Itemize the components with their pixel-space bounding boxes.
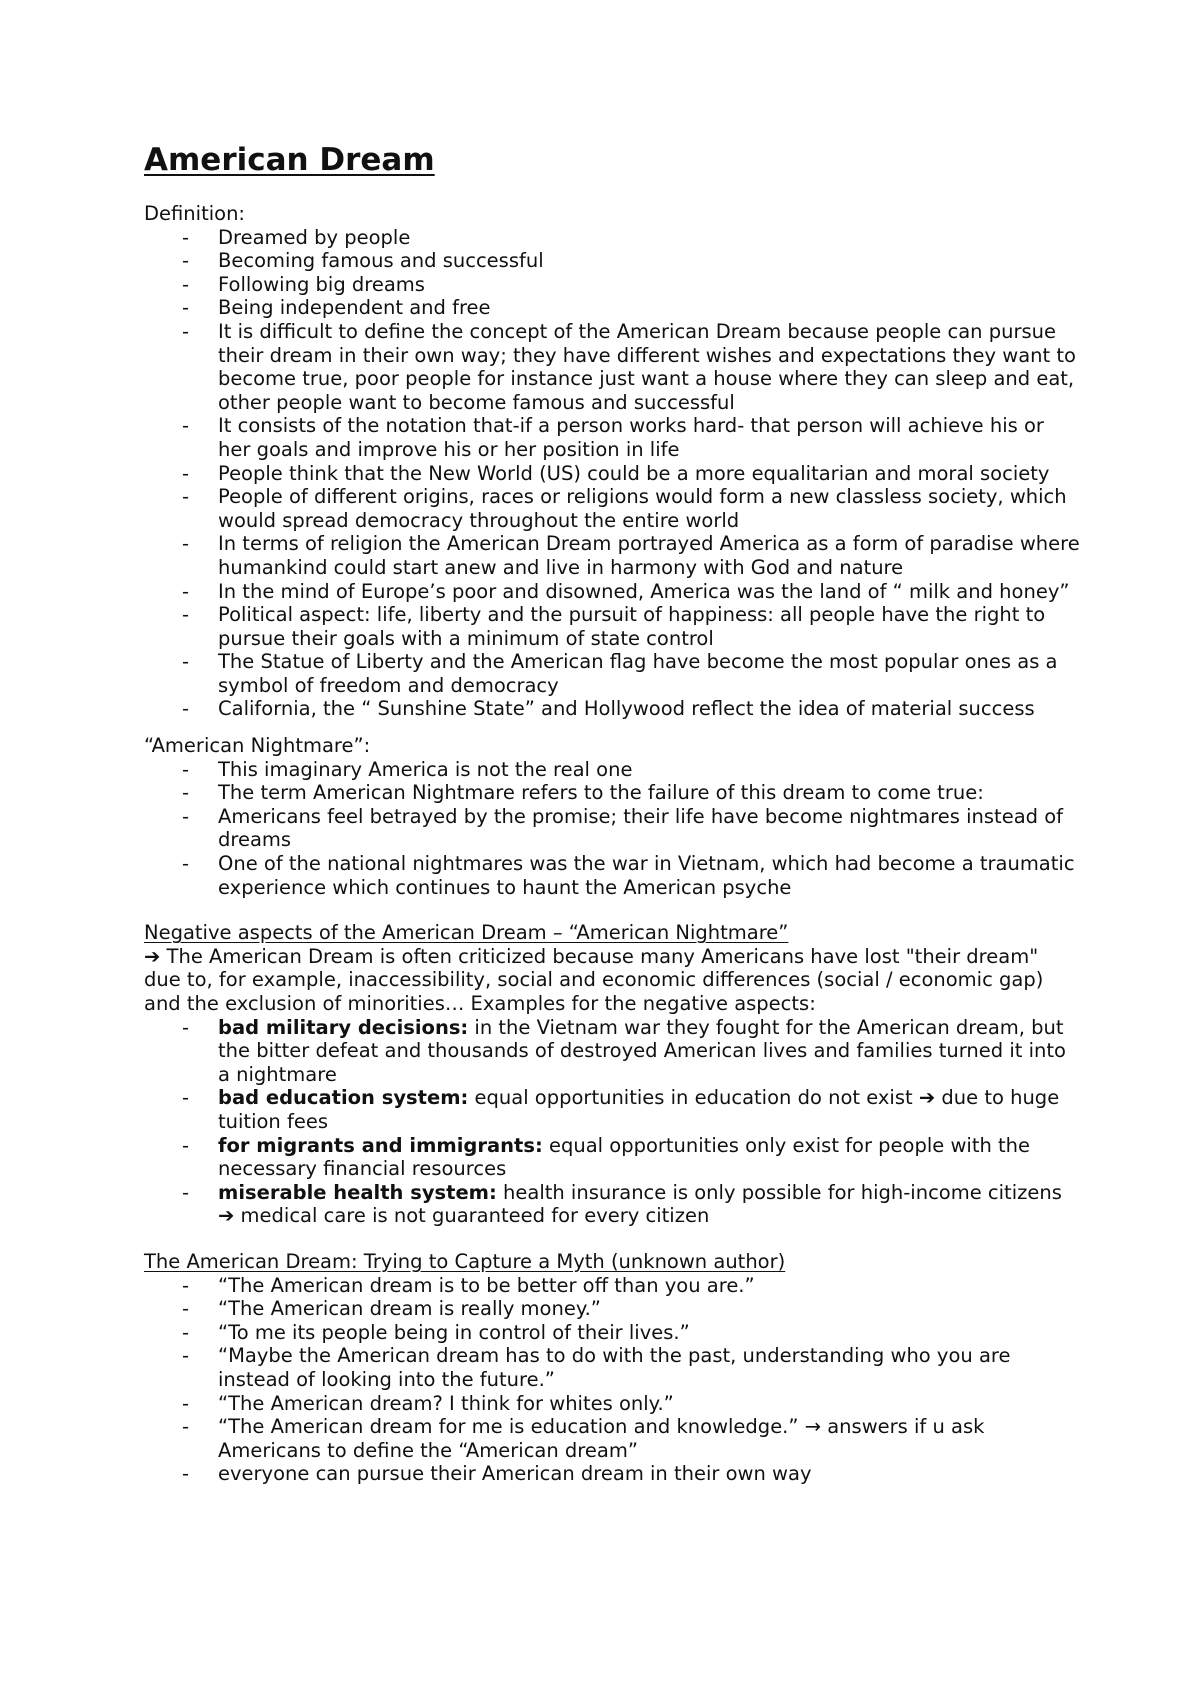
dash-bullet: - — [182, 603, 190, 627]
negative-list — [144, 1016, 1080, 1228]
list-item: - “The American dream for me is education and knowledge.” → answers if u ask Americans to define the “American dream” — [182, 1415, 985, 1462]
dash-bullet: - — [182, 1415, 190, 1439]
list-item: - This imaginary America is not the real one — [182, 757, 633, 781]
dash-bullet: - — [182, 1133, 190, 1157]
dash-bullet: - — [182, 461, 190, 485]
dash-bullet: - — [182, 781, 190, 805]
dash-bullet: - — [182, 1180, 190, 1204]
list-item: - miserable health system: health insurance is only possible for high-income citizens ➔ medical care is not guaranteed for every citizen — [144, 1181, 1080, 1228]
dash-bullet: - — [182, 579, 190, 603]
dash-bullet: - — [182, 757, 190, 781]
document-title: American Dream — [144, 142, 435, 178]
dash-bullet: - — [182, 296, 190, 320]
dash-bullet: - — [182, 1297, 190, 1321]
list-item: - It is difficult to define the concept of the American Dream because people can pursue their dream in their own way; they have different wishes and expectations they want to become true, poor people for instance just want a house where they can sleep and eat, other people want to become famous and successful — [182, 319, 1076, 414]
dash-bullet: - — [182, 852, 190, 876]
dash-bullet: - — [182, 1015, 190, 1039]
dash-bullet: - — [182, 1462, 190, 1486]
nightmare-list — [144, 758, 1080, 900]
list-item: - People of different origins, races or religions would form a new classless society, which would spread democracy throughout the entire world — [182, 485, 1067, 532]
list-item: - bad education system: equal opportunities in education do not exist ➔ due to huge tuition fees — [182, 1086, 1060, 1133]
definition-list — [144, 226, 1080, 721]
myth-list — [144, 1274, 1080, 1486]
dash-bullet: - — [182, 225, 190, 249]
dash-bullet: - — [182, 1273, 190, 1297]
list-item: - People think that the New World (US) could be a more equalitarian and moral society — [182, 461, 1050, 485]
list-item: - Becoming famous and successful — [182, 249, 544, 273]
health-note: ➔ medical care is not guaranteed for every citizen — [218, 1204, 710, 1228]
list-item: - “The American dream is to be better off than you are.” — [182, 1273, 755, 1297]
list-item: - Political aspect: life, liberty and the pursuit of happiness: all people have the right to pursue their goals with a minimum of state control — [182, 603, 1046, 650]
dash-bullet: - — [182, 1344, 190, 1368]
list-item: - Dreamed by people — [182, 225, 411, 249]
dash-bullet: - — [182, 485, 190, 509]
dash-bullet: - — [182, 804, 190, 828]
dash-bullet: - — [182, 650, 190, 674]
dash-bullet: - — [182, 532, 190, 556]
list-item: - It consists of the notation that-if a person works hard- that person will achieve his or her goals and improve his or her position in life — [182, 414, 1044, 461]
dash-bullet: - — [182, 414, 190, 438]
negative-intro: ➔ The American Dream is often criticized because many Americans have lost "their dream" due to, for example, inaccessibility, social and economic differences (social / economic gap) and the exclusion of minorities… Examples for the negative aspects: — [144, 944, 1044, 1015]
negative-heading: Negative aspects of the American Dream – “American Nightmare” — [144, 921, 789, 945]
dash-bullet: - — [182, 1086, 190, 1110]
list-item: - In terms of religion the American Dream portrayed America as a form of paradise where humankind could start anew and live in harmony with God and nature — [182, 532, 1080, 579]
list-item: - “Maybe the American dream has to do with the past, understanding who you are instead of looking into the future.” — [182, 1344, 1011, 1391]
dash-bullet: - — [182, 272, 190, 296]
list-item: - for migrants and immigrants: equal opportunities only exist for people with the necessary financial resources — [182, 1133, 1031, 1181]
list-item: - everyone can pursue their American dream in their own way — [182, 1462, 812, 1486]
document-page — [144, 140, 1080, 1486]
list-item: - One of the national nightmares was the war in Vietnam, which had become a traumatic experience which continues to haunt the American psyche — [182, 852, 1075, 899]
dash-bullet: - — [182, 1391, 190, 1415]
dash-bullet: - — [182, 697, 190, 721]
list-item: - The term American Nightmare refers to the failure of this dream to come true: — [182, 781, 984, 805]
dash-bullet: - — [182, 319, 190, 343]
dash-bullet: - — [182, 1320, 190, 1344]
list-item: - In the mind of Europe’s poor and disowned, America was the land of “ milk and honey” — [182, 579, 1070, 603]
list-item: - Following big dreams — [182, 272, 425, 296]
list-item: - “The American dream is really money.” — [182, 1297, 601, 1321]
list-item: - “To me its people being in control of their lives.” — [182, 1320, 690, 1344]
list-item: - California, the “ Sunshine State” and Hollywood reflect the idea of material success — [182, 697, 1035, 721]
dash-bullet: - — [182, 249, 190, 273]
list-item: - Being independent and free — [182, 296, 491, 320]
myth-heading: The American Dream: Trying to Capture a Myth (unknown author) — [144, 1249, 786, 1273]
definition-label: Definition: — [144, 202, 245, 225]
list-item: - The Statue of Liberty and the American flag have become the most popular ones as a symbol of freedom and democracy — [182, 650, 1058, 697]
list-item: - “The American dream? I think for whites only.” — [182, 1391, 674, 1415]
list-item: - bad military decisions: in the Vietnam war they fought for the American dream, but the bitter defeat and thousands of destroyed American lives and families turned it into a nightmare — [182, 1015, 1066, 1086]
arrow-right-icon: ➔ — [218, 1204, 235, 1228]
nightmare-label: “American Nightmare”: — [144, 734, 371, 758]
list-item: - Americans feel betrayed by the promise; their life have become nightmares instead of dreams — [182, 804, 1064, 852]
arrow-right-icon: ➔ — [918, 1086, 936, 1110]
arrow-right-icon: ➔ — [144, 944, 161, 968]
